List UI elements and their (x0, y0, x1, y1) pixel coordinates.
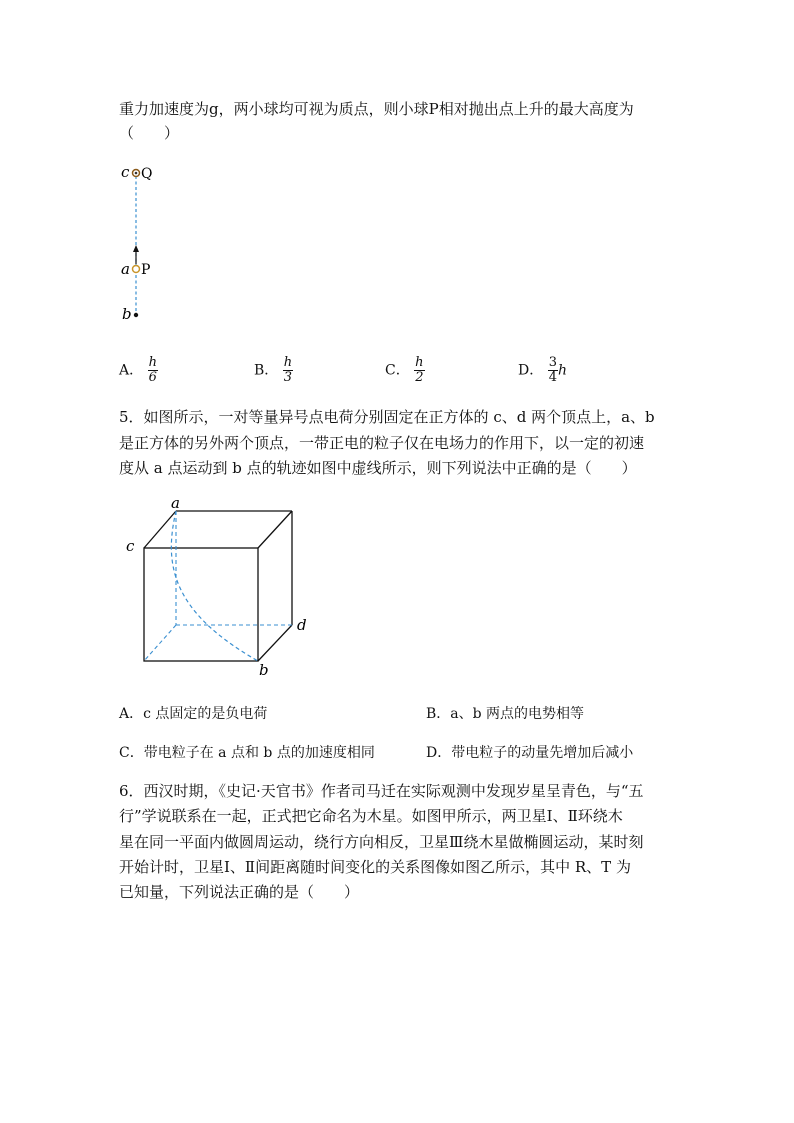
q4-label-b: b (122, 305, 132, 323)
q4-figure (110, 158, 180, 328)
q5-option-b[interactable] (426, 704, 584, 724)
q4-option-b-den: 3 (283, 370, 293, 385)
q6-stem-line-3: 星在同一平面内做圆周运动，绕行方向相反，卫星Ⅲ绕木星做椭圆运动，某时刻 (119, 833, 644, 851)
q5-label-d: d (297, 616, 307, 634)
q5-option-b-text: a、b 两点的电势相等 (450, 706, 585, 722)
q4-option-a-num: h (148, 355, 157, 370)
q4-label-c: c (121, 163, 130, 181)
q4-option-c-letter: C． (385, 362, 410, 379)
q4-option-d-fraction (548, 356, 558, 385)
q4-stem-line-2: （ ） (119, 124, 180, 142)
q5-option-c[interactable] (119, 743, 375, 763)
q4-velocity-arrowhead (133, 245, 139, 252)
q4-option-c[interactable] (385, 356, 425, 385)
q5-option-a-letter: A． (119, 706, 144, 722)
q4-option-c-num: h (415, 355, 424, 370)
q5-cube-edge-top-right (258, 511, 292, 548)
q4-label-P: P (141, 262, 151, 278)
q5-label-a: a (171, 494, 180, 512)
q4-option-d-den: 4 (548, 370, 557, 385)
q4-option-c-den: 2 (415, 370, 424, 385)
q5-option-c-letter: C． (119, 745, 144, 761)
q5-cube-front-face (144, 548, 258, 661)
q4-option-a-den: 6 (148, 370, 157, 385)
q4-label-a: a (121, 260, 130, 278)
q4-option-b-letter: B． (254, 362, 279, 379)
q5-option-b-letter: B． (426, 706, 451, 722)
q5-option-d[interactable] (426, 743, 633, 763)
q5-stem-line-2: 是正方体的另外两个顶点，一带正电的粒子仅在电场力的作用下，以一定的初速 (119, 434, 645, 452)
q4-ball-Q-core (135, 172, 138, 175)
q4-option-b-fraction (283, 356, 293, 385)
q5-option-d-text: 带电粒子的动量先增加后减小 (451, 745, 634, 761)
q4-label-Q: Q (141, 166, 153, 182)
q5-label-b: b (259, 661, 269, 679)
q4-option-a-fraction (148, 356, 158, 385)
q5-label-c: c (126, 537, 135, 555)
q4-option-d-suffix: h (557, 362, 567, 379)
q4-option-d[interactable] (518, 356, 567, 385)
q4-option-b[interactable] (254, 356, 293, 385)
q5-particle-trajectory (171, 511, 258, 661)
q5-option-a-text: c 点固定的是负电荷 (143, 706, 268, 722)
q4-option-a-letter: A． (119, 362, 144, 379)
q4-ball-P (133, 266, 140, 273)
q4-option-a[interactable] (119, 356, 158, 385)
q5-option-a[interactable] (119, 704, 267, 724)
q6-stem-line-1: 6．西汉时期，《史记·天官书》作者司马迁在实际观测中发现岁星呈青色，与“五 (119, 782, 644, 800)
q4-option-b-num: h (283, 355, 293, 370)
q5-cube-edge-bottom-right (258, 625, 292, 661)
q6-stem-line-5: 已知量，下列说法正确的是（ ） (119, 883, 360, 901)
q5-cube-figure (120, 493, 320, 683)
q4-option-d-num: 3 (548, 355, 557, 370)
q5-option-d-letter: D． (426, 745, 452, 761)
q6-stem-line-2: 行”学说联系在一起，正式把它命名为木星。如图甲所示，两卫星Ⅰ、Ⅱ环绕木 (119, 807, 623, 825)
q5-cube-hidden-left-bottom (144, 625, 176, 661)
q5-stem-line-1: 5．如图所示，一对等量异号点电荷分别固定在正方体的 c、d 两个顶点上，a、b (119, 408, 655, 426)
q5-stem-line-3: 度从 a 点运动到 b 点的轨迹如图中虚线所示，则下列说法中正确的是（ ） (119, 459, 637, 477)
q6-stem-line-4: 开始计时，卫星Ⅰ、Ⅱ间距离随时间变化的关系图像如图乙所示，其中 R、T 为 (119, 858, 631, 876)
q4-stem-line-1: 重力加速度为g，两小球均可视为质点，则小球P相对抛出点上升的最大高度为 (119, 100, 634, 118)
q4-point-b (134, 313, 138, 317)
q4-option-c-fraction (414, 356, 424, 385)
q4-option-d-letter: D． (518, 362, 544, 379)
q5-option-c-text: 带电粒子在 a 点和 b 点的加速度相同 (143, 745, 375, 761)
